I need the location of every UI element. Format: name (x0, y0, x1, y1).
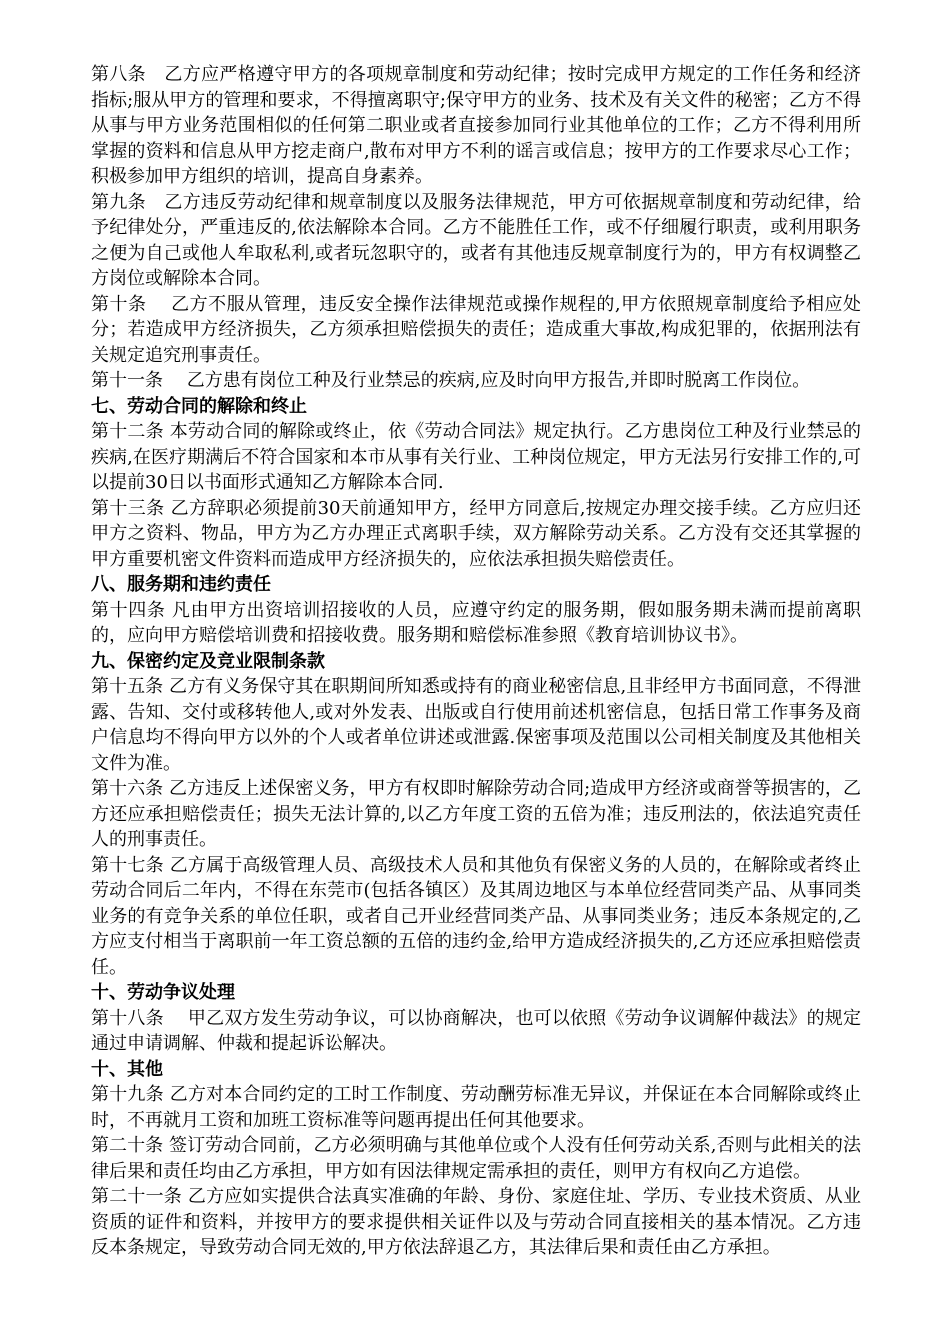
document-page (91, 62, 861, 1261)
article-17: 第十七条 乙方属于高级管理人员、高级技术人员和其他负有保密义务的人员的，在解除或者终止劳动合同后二年内，不得在东莞市(包括各镇区）及其周边地区与本单位经营同类产品、从事同类业务的有竞争关系的单位任职，或者自己开业经营同类产品、从事同类业务；违反本条规定的,乙方应支付相当于离职前一年工资总额的五倍的违约金,给甲方造成经济损失的,乙方还应承担赔偿责任。 (91, 854, 861, 978)
article-15: 第十五条 乙方有义务保守其在职期间所知悉或持有的商业秘密信息,且非经甲方书面同意，不得泄露、告知、交付或移转他人,或对外发表、出版或自行使用前述机密信息，包括日常工作事务及商户信息均不得向甲方以外的个人或者单位讲述或泄露.保密事项及范围以公司相关制度及其他相关文件为准。 (91, 676, 861, 774)
section-9-heading: 九、保密约定及竞业限制条款 (91, 650, 325, 672)
article-20: 第二十条 签订劳动合同前，乙方必须明确与其他单位或个人没有任何劳动关系,否则与此相关的法律后果和责任均由乙方承担，甲方如有因法律规定需承担的责任，则甲方有权向乙方追偿。 (91, 1135, 861, 1182)
article-8: 第八条 乙方应严格遵守甲方的各项规章制度和劳动纪律；按时完成甲方规定的工作任务和经济指标;服从甲方的管理和要求，不得擅离职守;保守甲方的业务、技术及有关文件的秘密；乙方不得从事与甲方业务范围相似的任何第二职业或者直接参加同行业其他单位的工作；乙方不得利用所掌握的资料和信息从甲方挖走商户,散布对甲方不利的谣言或信息；按甲方的工作要求尽心工作；积极参加甲方组织的培训，提高自身素养。 (91, 64, 861, 187)
article-13: 第十三条 乙方辞职必须提前30天前通知甲方，经甲方同意后,按规定办理交接手续。乙方应归还甲方之资料、物品，甲方为乙方办理正式离职手续，双方解除劳动关系。乙方没有交还其掌握的甲方重要机密文件资料而造成甲方经济损失的，应依法承担损失赔偿责任。 (91, 497, 861, 570)
section-8-heading: 八、服务期和违约责任 (91, 574, 271, 595)
article-18: 第十八条 甲乙双方发生劳动争议，可以协商解决，也可以依照《劳动争议调解仲裁法》的规定通过申请调解、仲裁和提起诉讼解决。 (91, 1007, 861, 1054)
article-10: 第十条 乙方不服从管理，违反安全操作法律规范或操作规程的,甲方依照规章制度给予相应处分；若造成甲方经济损失，乙方须承担赔偿损失的责任；造成重大事故,构成犯罪的，依据刑法有关规定追究刑事责任。 (91, 293, 861, 366)
section-10-heading: 十、劳动争议处理 (91, 982, 235, 1003)
article-16: 第十六条 乙方违反上述保密义务，甲方有权即时解除劳动合同;造成甲方经济或商誉等损害的，乙方还应承担赔偿责任；损失无法计算的,以乙方年度工资的五倍为准；违反刑法的，依法追究责任人的刑事责任。 (91, 778, 861, 850)
article-12: 第十二条 本劳动合同的解除或终止，依《劳动合同法》规定执行。乙方患岗位工种及行业禁忌的疾病,在医疗期满后不符合国家和本市从事有关行业、工种岗位规定，甲方无法另行安排工作的,可以提前30日以书面形式通知乙方解除本合同. (91, 421, 861, 493)
article-14: 第十四条 凡由甲方出资培训招接收的人员，应遵守约定的服务期，假如服务期未满而提前离职的，应向甲方赔偿培训费和招接收费。服务期和赔偿标准参照《教育培训协议书》。 (91, 599, 861, 646)
section-11-heading: 十、其他 (91, 1058, 163, 1080)
article-21: 第二十一条 乙方应如实提供合法真实准确的年龄、身份、家庭住址、学历、专业技术资质、从业资质的证件和资料，并按甲方的要求提供相关证件以及与劳动合同直接相关的基本情况。乙方违反本条规定，导致劳动合同无效的,甲方依法辞退乙方，其法律后果和责任由乙方承担。 (91, 1186, 861, 1258)
section-7-heading: 七、劳动合同的解除和终止 (91, 395, 307, 417)
article-9: 第九条 乙方违反劳动纪律和规章制度以及服务法律规范，甲方可依据规章制度和劳动纪律，给予纪律处分，严重违反的,依法解除本合同。乙方不能胜任工作，或不仔细履行职责，或利用职务之便为自己或他人牟取私利,或者玩忽职守的，或者有其他违反规章制度行为的，甲方有权调整乙方岗位或解除本合同。 (91, 191, 861, 289)
article-19: 第十九条 乙方对本合同约定的工时工作制度、劳动酬劳标准无异议，并保证在本合同解除或终止时，不再就月工资和加班工资标准等问题再提出任何其他要求。 (91, 1084, 861, 1131)
article-11: 第十一条 乙方患有岗位工种及行业禁忌的疾病,应及时向甲方报告,并即时脱离工作岗位。 (91, 370, 811, 391)
